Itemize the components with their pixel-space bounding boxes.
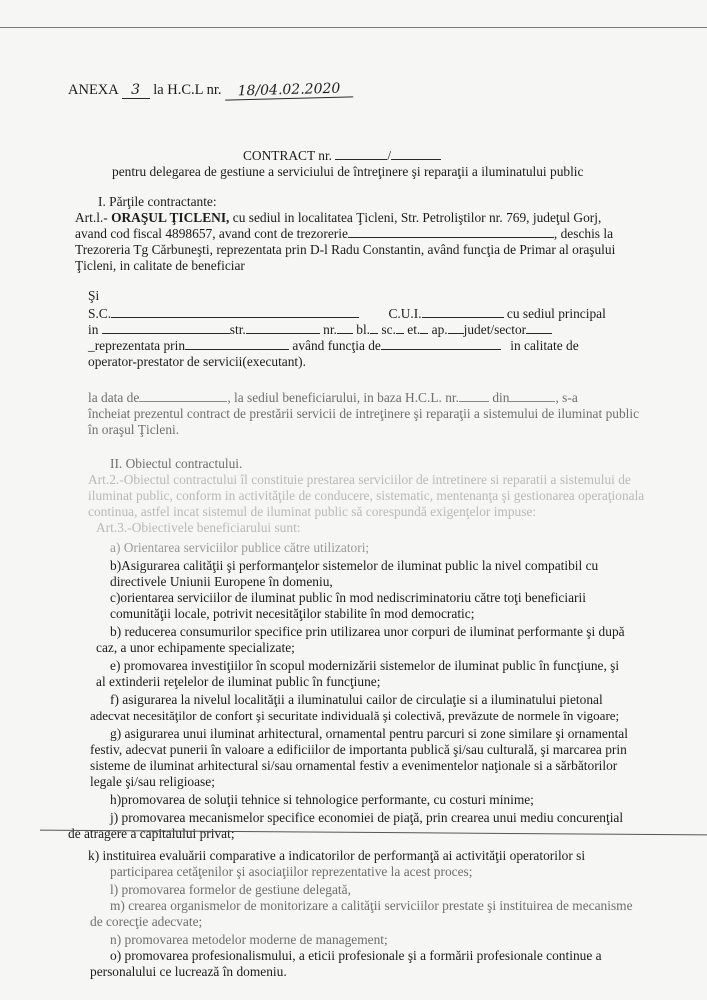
objective-item: k) instituirea evaluării comparative a indicatorilor de performanţă ai activităţii operatorilor si (88, 848, 586, 863)
agreement-line1 (88, 390, 578, 406)
representative-line (88, 338, 579, 354)
objective-item: f) asigurarea la nivelul localităţii a iluminatului cailor de circulaţie si a iluminatului pietonal (110, 692, 603, 707)
objective-item: caz, a unor echipamente specializate; (96, 640, 295, 655)
art1-line1 (75, 210, 601, 226)
nr-label: nr. (323, 322, 337, 337)
art2-line1: Art.2.-Obiectul contractului îl constituie prestarea serviciilor de intretinere si reparatii a sistemului de (88, 472, 631, 487)
objective-item: o) promovarea profesionalismului, a eticii profesionale şi a formării profesionale continue a (110, 948, 602, 963)
contract-slash: / (387, 148, 392, 163)
agreement-line2: încheiat prezentul contract de prestării servicii de intreţinere şi reparaţii a sistemului de iluminat public (88, 406, 640, 421)
agreement-date-label: la data de (88, 390, 140, 405)
sc-label: S.C. (88, 306, 112, 321)
and-conjunction: Şi (88, 288, 100, 303)
contract-title (243, 148, 441, 164)
art1-line2-b: , deschis la (553, 226, 614, 241)
annex-number: 3 (122, 82, 150, 99)
object-heading: II. Obiectul contractului. (110, 456, 243, 471)
contract-subtitle: pentru delegarea de gestiune a serviciului de întreţinere şi reparaţii a iluminatului public (112, 164, 584, 179)
objective-item: c)orientarea serviciilor de iluminat public în mod nediscriminatoriu către toţi beneficiarii (110, 590, 586, 605)
et-label: et. (407, 322, 421, 337)
art1-line2-a: avand cod fiscal 4898657, avand cont de trezorerie (75, 226, 348, 241)
art1-prefix: Art.l.- (75, 210, 112, 225)
scan-edge-line (0, 27, 707, 28)
art1-line3: Trezoreria Tg Cărbuneşti, reprezentata prin D-l Radu Constantin, având funcţia de Primar al oraşului (75, 242, 616, 257)
ap-label: ap. (431, 322, 448, 337)
hcl-prefix: la H.C.L nr. (153, 82, 222, 98)
art2-line3: continua, astfel incat sistemul de iluminat public să corespundă exigenţelor impuse: (88, 504, 537, 519)
objective-item: adecvat necesităţilor de confort şi securitate individuală şi colectivă, prevăzute de normele în vigoare; (90, 708, 620, 723)
contract-label: CONTRACT nr. (243, 148, 333, 163)
objective-item: participarea cetăţenilor şi asociaţiilor reprezentative la acest proces; (110, 864, 473, 879)
rep-label: _reprezentata prin (88, 338, 186, 353)
agreement-hcl-label: , la sediul beneficiarului, in baza H.C.L. nr. (227, 390, 459, 405)
str-label: str. (229, 322, 246, 337)
calitate-label: in calitate de (510, 338, 579, 353)
sediu-label: cu sediul principal (506, 306, 606, 321)
agreement-end-label: , s-a (555, 390, 578, 405)
objective-item: directivele Uniunii Europene în domeniu, (110, 574, 333, 589)
objective-item: b)Asigurarea calităţii şi performanţelor sistemelor de iluminat public la nivel compatibil cu (110, 558, 599, 573)
objective-item: al extinderii reţelelor de iluminat public în funcţiune; (96, 674, 381, 689)
functia-label: având funcţia de (292, 338, 381, 353)
objective-item: de corecţie adecvate; (90, 914, 203, 929)
annex-header (68, 82, 353, 99)
objective-item: l) promovarea formelor de gestiune delegată, (110, 882, 351, 897)
agreement-line3: în oraşul Ţicleni. (88, 422, 180, 437)
art3-heading: Art.3.-Obiectivele beneficiarului sunt: (96, 520, 301, 535)
objective-item: comunităţii locale, potrivit necesităţilor stabilite în mod democratic; (110, 606, 475, 621)
agreement-din-label: din (492, 390, 510, 405)
objective-item: festiv, adecvat punerii în valoare a edificiilor de importanta publică şi/sau culturală, şi marcarea prin (90, 742, 627, 757)
objective-item: h)promovarea de soluţii tehnice si tehnologice performante, cu costuri minime; (110, 792, 534, 807)
objective-item: a) Orientarea serviciilor publice către utilizatori; (110, 540, 370, 555)
art1-line4: Ţicleni, in calitate de beneficiar (75, 258, 245, 273)
objective-item: sisteme de iluminat arhitectural si/sau ornamental festiv a evenimentelor naţionale si a sărbătorilor (90, 758, 618, 773)
objective-item: g) asigurarea unui iluminat arhitectural, ornamental pentru parcuri si zone similare şi ornamental (110, 726, 628, 741)
objective-item: personalului ce lucrează în domeniu. (90, 964, 287, 979)
cui-label: C.U.I. (388, 306, 422, 321)
annex-label: ANEXA (68, 82, 118, 98)
objective-item: n) promovarea metodelor moderne de management; (110, 932, 388, 947)
art1-text: cu sediul in localitatea Ţicleni, Str. Petroliştilor nr. 769, judeţul Gorj, (229, 210, 602, 225)
objective-item: legale şi/sau religioase; (90, 774, 215, 789)
objective-item: j) promovarea mecanismelor specifice economiei de piaţă, prin crearea unui mediu concurenţial (110, 810, 624, 825)
art1-line2 (75, 226, 613, 242)
executant-line: operator-prestator de servicii(executant). (88, 354, 306, 369)
sc2-label: sc. (381, 322, 396, 337)
objective-item: m) crearea organismelor de monitorizare a calităţii serviciilor prestate şi instituirea de mecanisme (110, 898, 633, 913)
sc-line (88, 306, 606, 322)
objective-item: e) promovarea investiţiilor în scopul modernizării sistemelor de iluminat public în funcţiune, şi (110, 658, 620, 673)
address-line (88, 322, 552, 338)
parties-heading: I. Părţile contractante: (98, 194, 217, 209)
art2-line2: iluminat public, conform in activităţile de conducere, sistematic, mentenanţa şi gestionarea operaţionala (88, 488, 645, 503)
objective-item: b) reducerea consumurilor specifice prin utilizarea unor corpuri de iluminat performante şi după (110, 624, 625, 639)
bl-label: bl. (356, 322, 371, 337)
hcl-number: 18/04.02.2020 (225, 80, 353, 100)
in-label: in (88, 322, 99, 337)
judet-label: judet/sector (463, 322, 527, 337)
art1-party-name: ORAŞUL ŢICLENI, (111, 210, 230, 225)
objective-item: de atragere a capitalului privat; (68, 826, 235, 841)
